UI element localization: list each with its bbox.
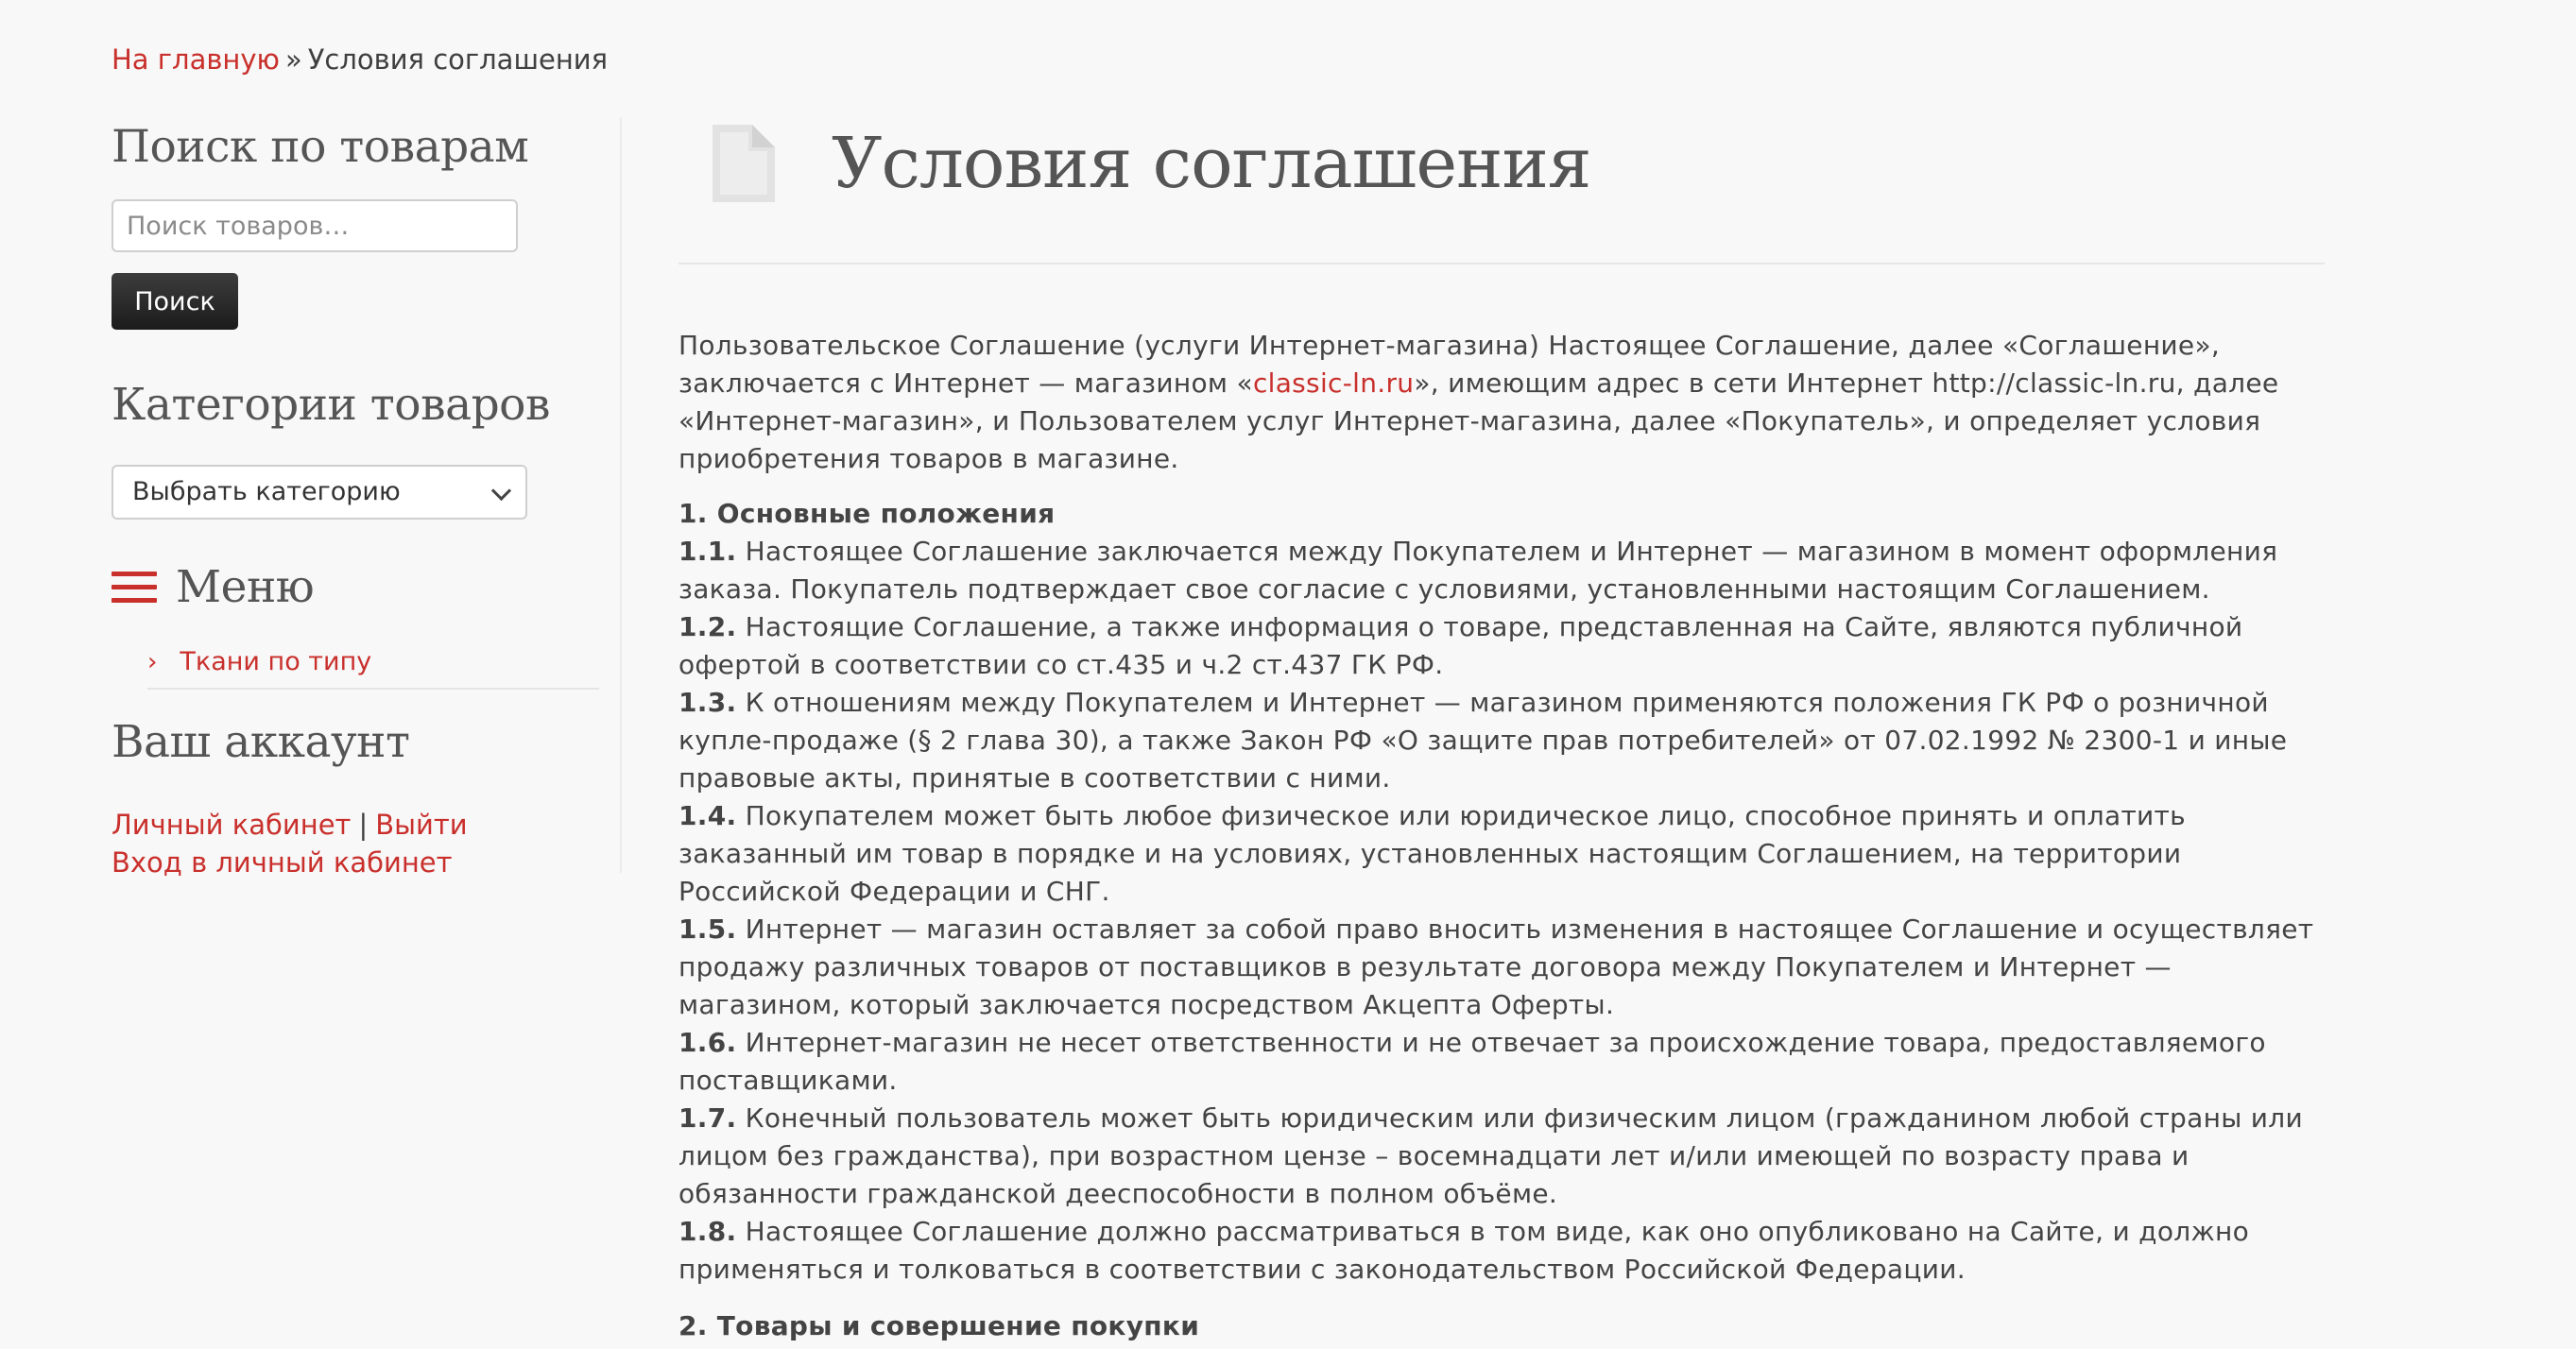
category-select-value: Выбрать категорию (132, 477, 401, 506)
intro-paragraph (678, 327, 2325, 478)
account-widget-title: Ваш аккаунт (112, 716, 410, 768)
clause-text: Настоящие Соглашение, а также информация о товаре, представленная на Сайте, являются публичной офертой в соответствии со ст.435 и ч.2 ст.437 ГК РФ. (678, 611, 2243, 680)
clause-number: 1.2. (678, 611, 737, 642)
clause-item (678, 608, 2325, 684)
clause-text: К отношениям между Покупателем и Интернет — магазином применяются положения ГК РФ о розничной купле-продаже (§ 2 глава 30), а также Закон РФ «О защите прав потребителей» от 07.02.1992 № 2300-1 и иные правовые акты, принятые в соответствии с ними. (678, 687, 2288, 794)
menu-list (112, 640, 603, 690)
logout-link[interactable]: Выйти (375, 809, 468, 841)
menu-widget-title: Меню (176, 561, 315, 613)
page-header (678, 111, 2325, 215)
breadcrumb-current: Условия соглашения (307, 43, 609, 76)
sidebar-divider (620, 117, 622, 873)
search-widget-title: Поиск по товарам (112, 121, 529, 173)
clause-number: 1.6. (678, 1027, 737, 1058)
breadcrumb-home-link[interactable]: На главную (112, 43, 280, 76)
account-links (112, 806, 603, 881)
clause-text: Интернет-магазин не несет ответственности и не отвечает за происхождение товара, предоставляемого поставщиками. (678, 1027, 2266, 1096)
menu-title-row (112, 561, 603, 613)
intro-text-end: », имеющим адрес в сети Интернет http://classic-ln.ru, далее «Интернет-магазин», и Пользователем услуг Интернет-магазина, далее «Покупатель», и определяет условия приобретения товаров в магазине. (678, 367, 2279, 474)
main-content (678, 111, 2325, 1345)
category-select[interactable] (112, 465, 527, 520)
sidebar (112, 121, 603, 877)
document-icon (711, 123, 777, 204)
menu-item-label[interactable]: Ткани по типу (180, 647, 372, 676)
clause-item (678, 1213, 2325, 1289)
breadcrumb (112, 43, 608, 76)
section-heading: 2. Товары и совершение покупки (678, 1310, 1200, 1341)
page-title: Условия соглашения (832, 123, 1591, 204)
clause-text: Настоящее Соглашение должно рассматриваться в том виде, как оно опубликовано на Сайте, и должно применяться и толковаться в соответствии с законодательством Российской Федерации. (678, 1216, 2250, 1285)
clause-item (678, 797, 2325, 911)
clause-text: Конечный пользователь может быть юридическим или физическим лицом (гражданином любой страны или лицом без гражданства), при возрастном цензе – восемнадцати лет и/или имеющей по возрасту права и обязанности гражданской дееспособности в полном объёме. (678, 1102, 2303, 1209)
login-link[interactable]: Вход в личный кабинет (112, 846, 453, 879)
clause-item (678, 684, 2325, 797)
chevron-down-icon (491, 481, 511, 501)
section-heading: 1. Основные положения (678, 498, 1056, 529)
search-input[interactable] (112, 199, 518, 252)
categories-widget-title: Категории товаров (112, 379, 550, 431)
account-links-divider: | (358, 809, 369, 841)
site-link[interactable]: classic-ln.ru (1252, 367, 1415, 399)
menu-widget (112, 561, 603, 690)
clause-item (678, 1100, 2325, 1213)
agreement-text (678, 327, 2325, 1345)
header-divider (678, 263, 2325, 265)
clause-text: Настоящее Соглашение заключается между Покупателем и Интернет — магазином в момент оформления заказа. Покупатель подтверждает свое согласие с условиями, установленными настоящим Соглашением. (678, 536, 2278, 605)
clause-number: 1.7. (678, 1102, 737, 1134)
clause-number: 1.4. (678, 800, 737, 831)
clause-text: Интернет — магазин оставляет за собой право вносить изменения в настоящее Соглашение и осуществляет продажу различных товаров от поставщиков в результате договора между Покупателем и Интернет — магазином, который заключается посредством Акцепта Оферты. (678, 914, 2314, 1020)
search-button[interactable]: Поиск (112, 273, 238, 330)
clause-item (678, 533, 2325, 608)
clause-number: 1.8. (678, 1216, 737, 1247)
hamburger-icon (112, 572, 157, 604)
breadcrumb-separator: » (284, 43, 302, 76)
intro-text-start: Пользовательское Соглашение (услуги Интернет-магазина) Настоящее Соглашение, далее «Соглашение», заключается с Интернет — магазином « (678, 330, 2221, 399)
chevron-right-icon: › (147, 647, 158, 676)
clause-number: 1.3. (678, 687, 737, 718)
search-widget (112, 121, 603, 330)
clause-text: Покупателем может быть любое физическое или юридическое лицо, способное принять и оплатить заказанный им товар в порядке и на условиях, установленных настоящим Соглашением, на территории Российской Федерации и СНГ. (678, 800, 2186, 907)
personal-cabinet-link[interactable]: Личный кабинет (112, 809, 352, 841)
clause-item (678, 911, 2325, 1024)
clause-item (678, 1024, 2325, 1100)
clause-number: 1.1. (678, 536, 737, 567)
account-widget (112, 716, 603, 881)
clause-number: 1.5. (678, 914, 737, 945)
categories-widget (112, 379, 603, 520)
menu-item-fabrics-by-type[interactable] (147, 640, 599, 690)
